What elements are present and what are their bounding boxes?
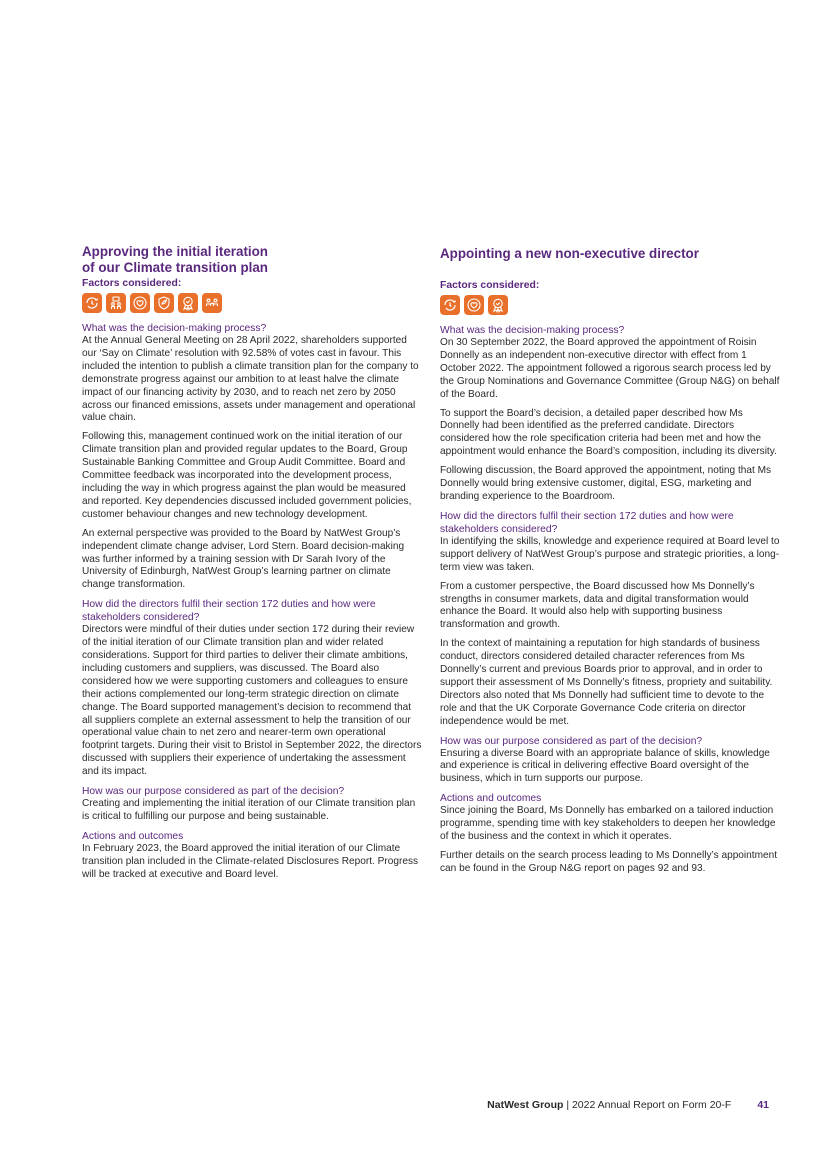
right-section-title: Appointing a new non-executive director	[440, 246, 699, 261]
left-paragraph-3: An external perspective was provided to the Board by NatWest Group’s independent climate change adviser, Lord Stern. Board decision-making was further informed by a training session with Dr Sarah Ivory of the University of Edinburgh, NatWest Group’s learning partner on climate change transformation.	[82, 527, 405, 591]
left-column	[82, 244, 422, 888]
right-paragraph-5: From a customer perspective, the Board discussed how Ms Donnelly’s strengths in consumer markets, data and digital transformation would enhance the Board. It would also help with supporting business transformation and growth.	[440, 580, 755, 631]
footer-brand: NatWest Group	[487, 1099, 564, 1111]
left-question-section-172: How did the directors fulfil their section 172 duties and how were stakeholders considered?	[82, 599, 376, 624]
shareholders-icon	[202, 293, 222, 313]
left-paragraph-2: Following this, management continued work on the initial iteration of our Climate transition plan and provided regular updates to the Board, Group Sustainable Banking Committee and Group Audit Committee. Board and Committee feedback was incorporated into the development process, including the way in which progress against the plan would be measured and reported. Key dependencies discussed included government policies, customer behaviour changes and new technology development.	[82, 431, 412, 520]
right-paragraph-3: Following discussion, the Board approved the appointment, noting that Ms Donnelly would bring extensive customer, digital, ESG, marketing and branding experience to the Boardroom.	[440, 465, 772, 502]
right-paragraph-7: Ensuring a diverse Board with an appropriate balance of skills, knowledge and experience is critical in delivering effective Board oversight of the business, which in turn supports our purpose.	[440, 747, 770, 785]
reputation-icon	[488, 295, 508, 315]
right-question-section-172: How did the directors fulfil their section 172 duties and how were stakeholders considered?	[440, 510, 734, 535]
left-question-actions: Actions and outcomes	[82, 830, 184, 842]
community-icon	[154, 293, 174, 313]
right-column	[440, 244, 780, 882]
left-question-purpose: How was our purpose considered as part of the decision?	[82, 786, 345, 798]
right-factors-label: Factors considered:	[440, 280, 540, 291]
left-paragraph-6: In February 2023, the Board approved the initial iteration of our Climate transition plan included in the Climate-related Disclosures Report. Progress will be tracked at executive and Board level.	[82, 842, 419, 880]
employees-icon	[106, 293, 126, 313]
left-paragraph-5: Creating and implementing the initial iteration of our Climate transition plan is critical to fulfilling our purpose and being sustainable.	[82, 798, 416, 822]
left-paragraph-4: Directors were mindful of their duties under section 172 during their review of the initial iteration of our Climate transition plan and wider related considerations. Support for third parties to deliver their climate ambitions, including customers and suppliers, was discussed. The Board also considered how we were supporting customers and colleagues to ensure their actions complemented our long-term strategic direction on climate change. The Board supported management’s decision to recommend that all suppliers complete an external assessment to help the transition of our operational value chain to net zero and nearer-term own operational footprint targets. During their visit to Bristol in September 2022, the directors discussed with suppliers their experience of undertaking the assessment and its impact.	[82, 624, 422, 778]
page-footer	[487, 1099, 769, 1111]
reputation-icon	[178, 293, 198, 313]
page-number: 41	[757, 1099, 769, 1111]
customers-icon	[464, 295, 484, 315]
left-factor-icons	[82, 293, 422, 313]
right-paragraph-4: In identifying the skills, knowledge and experience required at Board level to support delivery of NatWest Group’s purpose and strategic priorities, a long-term view was taken.	[440, 535, 780, 573]
right-paragraph-8: Since joining the Board, Ms Donnelly has embarked on a tailored induction programme, spending time with key stakeholders to deepen her knowledge of the business and the context in which it operates.	[440, 805, 776, 843]
long-term-icon	[440, 295, 460, 315]
long-term-icon	[82, 293, 102, 313]
right-paragraph-2: To support the Board’s decision, a detailed paper described how Ms Donnelly had been identified as the preferred candidate. Directors considered how the role specification criteria had been met and how the appointment would enhance the Board’s composition, including its diversity.	[440, 407, 777, 458]
left-factors-label: Factors considered:	[82, 278, 182, 289]
right-question-actions: Actions and outcomes	[440, 793, 542, 805]
right-paragraph-9: Further details on the search process leading to Ms Donnelly’s appointment can be found in the Group N&G report on pages 92 and 93.	[440, 850, 778, 874]
right-paragraph-1: On 30 September 2022, the Board approved the appointment of Roisin Donnelly as an independent non-executive director with effect from 1 October 2022. The appointment followed a rigorous search process led by the Group Nominations and Governance Committee (Group N&G) on behalf of the Board.	[440, 337, 780, 400]
left-section-title: Approving the initial iteration of our Climate transition plan	[82, 244, 268, 275]
right-question-purpose: How was our purpose considered as part of the decision?	[440, 735, 703, 747]
left-paragraph-1: At the Annual General Meeting on 28 April 2022, shareholders supported our ‘Say on Climate’ resolution with 92.58% of votes cast in favour. This included the intention to publish a climate transition plan for the company to demonstrate progress against our ambition to at least halve the climate impact of our financing activity by 2030, and to reach net zero by 2050 across our financed emissions, assets under management and operational value chain.	[82, 335, 419, 424]
right-paragraph-6: In the context of maintaining a reputation for high standards of business conduct, directors considered detailed character references from Ms Donnelly’s current and previous Boards prior to approval, and in order to support their assessment of Ms Donnelly’s fitness, propriety and suitability. Directors also noted that Ms Donnelly had sufficient time to devote to the role and that the UK Corporate Governance Code criteria on director independence would be met.	[440, 638, 773, 727]
footer-report-title: 2022 Annual Report on Form 20-F	[571, 1099, 732, 1111]
right-factor-icons	[440, 295, 780, 315]
left-question-process: What was the decision-making process?	[82, 323, 267, 334]
right-question-process: What was the decision-making process?	[440, 325, 625, 336]
footer-separator: |	[563, 1099, 572, 1111]
customers-icon	[130, 293, 150, 313]
